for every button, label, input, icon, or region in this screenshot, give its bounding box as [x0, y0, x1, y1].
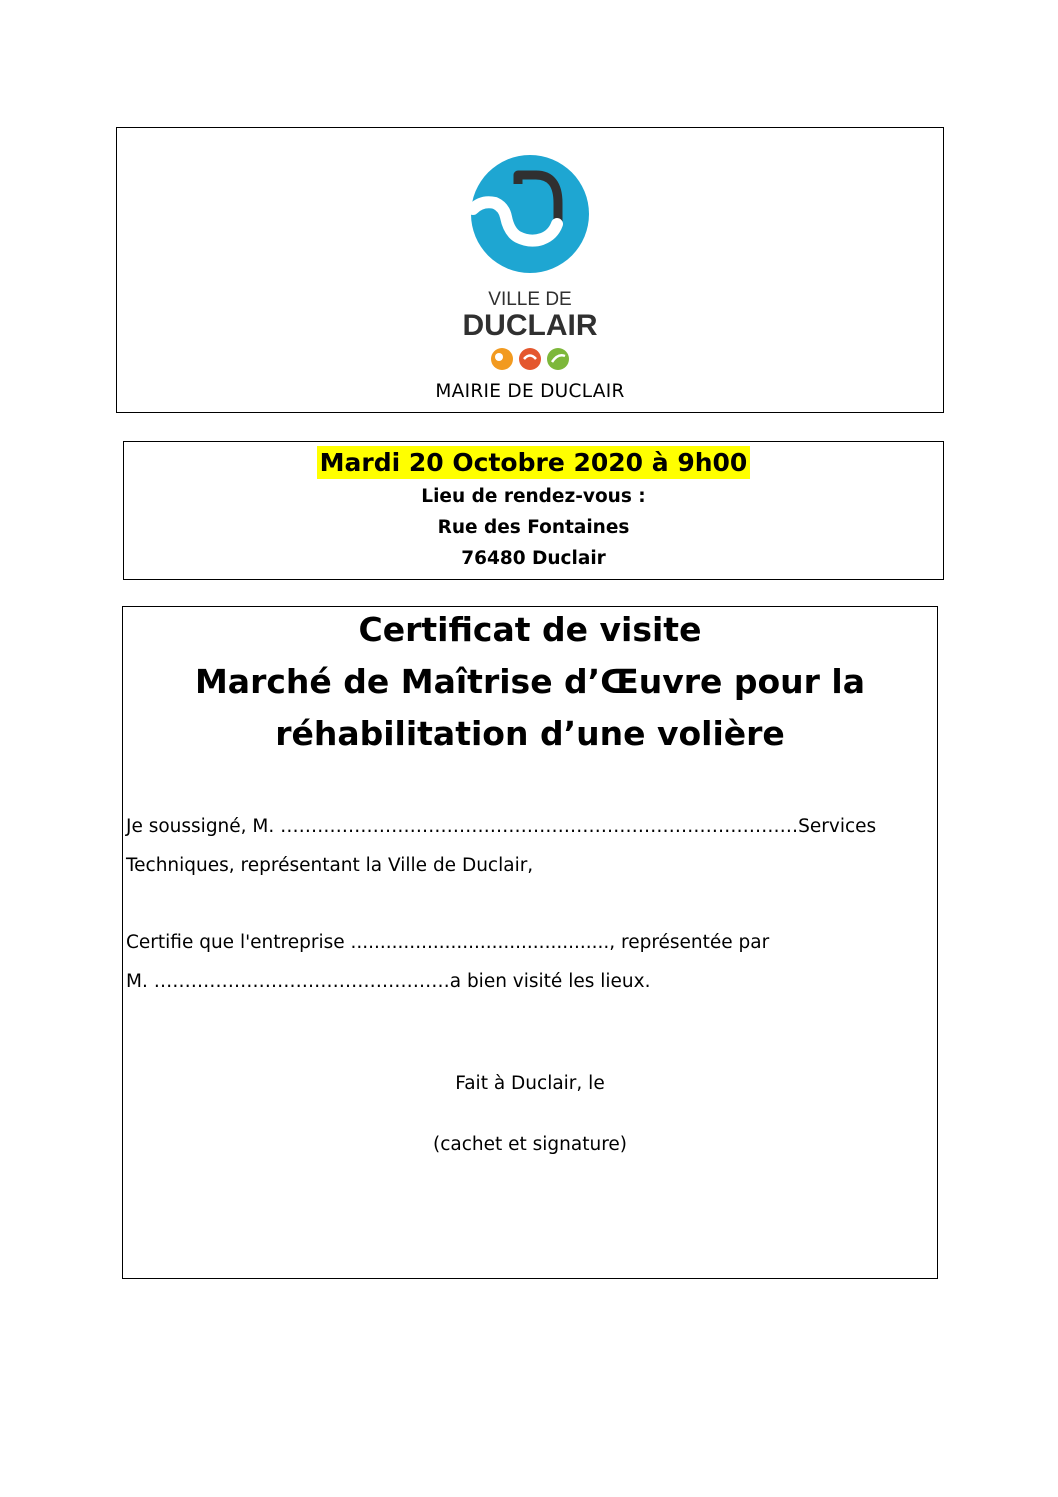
ville-de-duclair-logo	[446, 155, 614, 373]
meeting-city: 76480 Duclair	[461, 548, 606, 569]
mairie-label: MAIRIE DE DUCLAIR	[435, 381, 625, 402]
company-line-2: M. …………………………………………a bien visité les lieux.	[126, 971, 651, 992]
company-line-1: Certifie que l'entreprise ............................................, représentée par	[126, 932, 770, 953]
cachet-signature-line: (cachet et signature)	[432, 1134, 627, 1155]
logo-small-text: VILLE DE	[488, 289, 572, 310]
signer-line-1: Je soussigné, M. …………………………………………………………………………Services	[126, 816, 877, 837]
logo-big-text: DUCLAIR	[462, 309, 598, 342]
meeting-place-label: Lieu de rendez-vous :	[421, 486, 646, 507]
certificate-subtitle-2: réhabilitation d’une volière	[275, 714, 785, 753]
meeting-date-wrap	[123, 446, 944, 479]
fait-a-line: Fait à Duclair, le	[455, 1073, 605, 1094]
logo-red-dot	[519, 348, 541, 370]
signer-line-2: Techniques, représentant la Ville de Duclair,	[126, 855, 534, 876]
certificate-subtitle-1: Marché de Maîtrise d’Œuvre pour la	[194, 662, 866, 701]
logo-green-dot	[547, 348, 569, 370]
meeting-street: Rue des Fontaines	[437, 517, 630, 538]
meeting-date: Mardi 20 Octobre 2020 à 9h00	[317, 446, 751, 479]
certificate-title: Certificat de visite	[358, 610, 702, 649]
